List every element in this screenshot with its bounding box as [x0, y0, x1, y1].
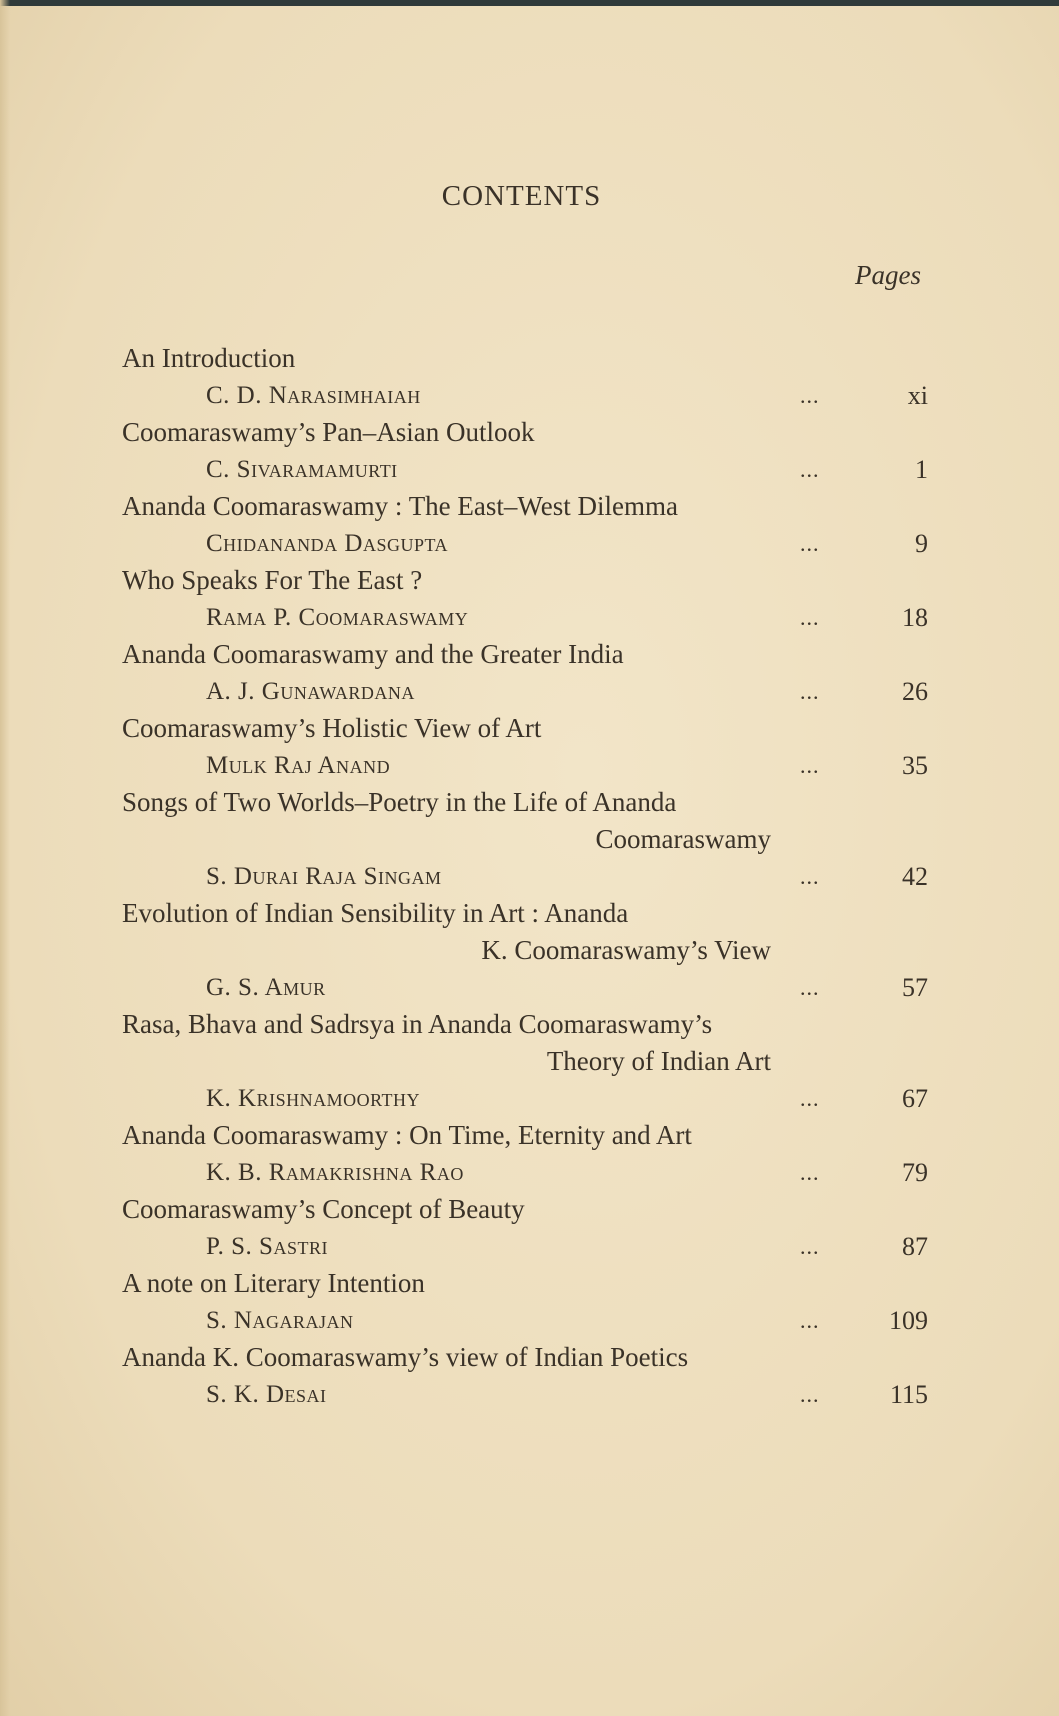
toc-author-row [122, 673, 928, 710]
toc-entry-title: Coomaraswamy’s Concept of Beauty [122, 1194, 525, 1224]
toc-entry-author: S. Durai Raja Singam [206, 863, 442, 890]
toc-page-number: 1 [915, 455, 928, 484]
toc-entry-author: S. K. Desai [206, 1381, 327, 1408]
toc-entry [122, 340, 928, 414]
toc-entry-author: P. S. Sastri [206, 1233, 328, 1260]
toc-entry-title: Ananda Coomaraswamy and the Greater India [122, 639, 624, 669]
toc-entry-author: Chidananda Dasgupta [206, 530, 449, 557]
toc-entry-title: Rasa, Bhava and Sadrsya in Ananda Coomaraswamy’s [122, 1009, 713, 1039]
toc-page-number: 79 [902, 1158, 928, 1187]
toc-leader-dots: ... [800, 457, 820, 482]
toc-entry-title: A note on Literary Intention [122, 1268, 425, 1298]
toc-page-number: 35 [902, 751, 928, 780]
toc-page-number: 67 [902, 1084, 928, 1113]
toc-author-row [122, 451, 928, 488]
toc-entry-title: Who Speaks For The East ? [122, 565, 423, 595]
toc-page-number: 18 [902, 603, 928, 632]
toc-leader-dots: ... [800, 753, 820, 778]
toc-leader-dots: ... [800, 383, 820, 408]
page-top-edge [0, 0, 1059, 6]
toc-leader-dots: ... [800, 605, 820, 630]
toc-page-number: 26 [902, 677, 928, 706]
toc-page-number: 109 [889, 1306, 928, 1335]
toc-entry [122, 1006, 928, 1117]
toc-entry [122, 1117, 928, 1191]
page-left-edge [0, 0, 10, 1716]
toc-leader-dots: ... [800, 1160, 820, 1185]
toc-entry-title: Ananda Coomaraswamy : The East–West Dilemma [122, 491, 678, 521]
toc-leader-dots: ... [800, 679, 820, 704]
toc-page-number: 115 [889, 1380, 928, 1409]
toc-leader-dots: ... [800, 864, 820, 889]
toc-author-row [122, 969, 928, 1006]
toc-entry-title: Ananda Coomaraswamy : On Time, Eternity and Art [122, 1120, 692, 1150]
toc-page-number: 57 [902, 973, 928, 1002]
toc-leader-dots: ... [800, 1086, 820, 1111]
toc-entry-author: G. S. Amur [206, 974, 326, 1001]
toc-entry [122, 895, 928, 1006]
toc-entry [122, 636, 928, 710]
toc-entry [122, 1265, 928, 1339]
contents-heading: CONTENTS [441, 180, 602, 212]
toc-page-number: 9 [915, 529, 928, 558]
toc-entry-title: Evolution of Indian Sensibility in Art : Ananda [122, 898, 629, 928]
toc-entry-title-continuation: Coomaraswamy [595, 824, 771, 854]
toc-entry-title: Coomaraswamy’s Holistic View of Art [122, 713, 542, 743]
toc-author-row [122, 1154, 928, 1191]
table-of-contents [122, 340, 928, 1413]
toc-entry-title-continuation: K. Coomaraswamy’s View [481, 935, 771, 965]
toc-author-row [122, 747, 928, 784]
toc-author-row [122, 1302, 928, 1339]
pages-column-label: Pages [855, 260, 921, 290]
toc-entry-author: Mulk Raj Anand [206, 752, 391, 779]
toc-author-row [122, 377, 928, 414]
toc-entry [122, 784, 928, 895]
toc-leader-dots: ... [800, 975, 820, 1000]
toc-page-number: 42 [902, 862, 928, 891]
toc-author-row [122, 1228, 928, 1265]
toc-entry-title: Ananda K. Coomaraswamy’s view of Indian Poetics [122, 1342, 689, 1372]
toc-entry-title: Songs of Two Worlds–Poetry in the Life of Ananda [122, 787, 677, 817]
toc-entry [122, 1339, 928, 1413]
toc-entry-title: Coomaraswamy’s Pan–Asian Outlook [122, 417, 535, 447]
toc-entry-author: C. D. Narasimhaiah [206, 382, 421, 409]
toc-entry [122, 710, 928, 784]
toc-leader-dots: ... [800, 1308, 820, 1333]
toc-entry [122, 488, 928, 562]
toc-entry-author: S. Nagarajan [206, 1307, 354, 1334]
toc-entry-author: K. B. Ramakrishna Rao [206, 1159, 464, 1186]
toc-entry-author: C. Sivaramamurti [206, 456, 398, 483]
toc-author-row [122, 525, 928, 562]
toc-entry [122, 414, 928, 488]
toc-entry-title: An Introduction [122, 343, 296, 373]
toc-leader-dots: ... [800, 1234, 820, 1259]
toc-entry-author: K. Krishnamoorthy [206, 1085, 421, 1112]
toc-entry-author: Rama P. Coomaraswamy [206, 604, 469, 631]
toc-page-number: xi [907, 381, 928, 410]
toc-entry [122, 562, 928, 636]
toc-leader-dots: ... [800, 531, 820, 556]
toc-author-row [122, 599, 928, 636]
toc-entry [122, 1191, 928, 1265]
toc-entry-author: A. J. Gunawardana [206, 678, 415, 705]
toc-entry-title-continuation: Theory of Indian Art [546, 1046, 771, 1076]
toc-page-number: 87 [902, 1232, 928, 1261]
toc-author-row [122, 1080, 928, 1117]
toc-author-row [122, 1376, 928, 1413]
toc-leader-dots: ... [800, 1382, 820, 1407]
toc-author-row [122, 858, 928, 895]
